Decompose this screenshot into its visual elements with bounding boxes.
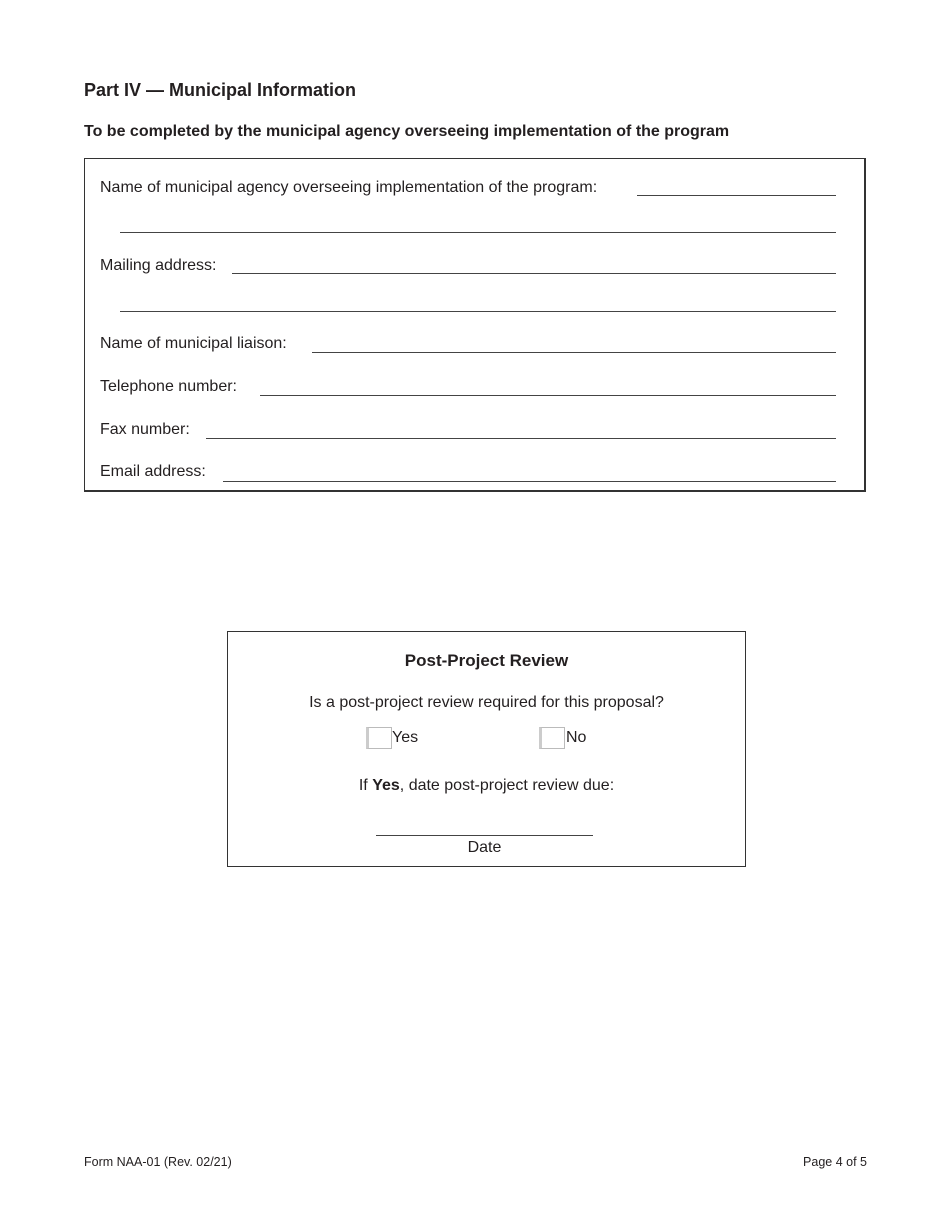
municipal-info-box bbox=[84, 158, 866, 492]
email-field[interactable] bbox=[223, 481, 836, 482]
date-label: Date bbox=[467, 839, 502, 856]
page-number: Page 4 of 5 bbox=[803, 1155, 867, 1169]
review-date-prompt bbox=[227, 777, 746, 795]
yes-label: Yes bbox=[392, 729, 419, 746]
fax-label: Fax number: bbox=[100, 421, 190, 438]
email-label: Email address: bbox=[100, 463, 206, 480]
telephone-label: Telephone number: bbox=[100, 378, 237, 395]
agency-label: Name of municipal agency overseeing implementation of the program: bbox=[100, 179, 598, 196]
review-title: Post-Project Review bbox=[404, 651, 569, 670]
prompt-suffix: , date post-project review due: bbox=[399, 777, 615, 794]
form-number: Form NAA-01 (Rev. 02/21) bbox=[84, 1155, 232, 1169]
review-date-field[interactable] bbox=[376, 835, 593, 836]
mailing-label: Mailing address: bbox=[100, 257, 217, 274]
fax-field[interactable] bbox=[206, 438, 836, 439]
liaison-field[interactable] bbox=[312, 352, 836, 353]
telephone-field[interactable] bbox=[260, 395, 836, 396]
no-label: No bbox=[566, 729, 587, 746]
prompt-prefix: If bbox=[358, 777, 373, 794]
mailing-address-field-continued[interactable] bbox=[120, 311, 836, 312]
section-subtitle: To be completed by the municipal agency overseeing implementation of the program bbox=[84, 123, 730, 140]
page-title: Part IV — Municipal Information bbox=[84, 80, 357, 100]
mailing-address-field[interactable] bbox=[232, 273, 836, 274]
liaison-label: Name of municipal liaison: bbox=[100, 335, 287, 352]
agency-field[interactable] bbox=[637, 195, 836, 196]
no-checkbox[interactable] bbox=[539, 727, 565, 749]
prompt-bold: Yes bbox=[372, 777, 400, 794]
agency-field-continued[interactable] bbox=[120, 232, 836, 233]
yes-checkbox[interactable] bbox=[366, 727, 392, 749]
review-question: Is a post-project review required for this proposal? bbox=[309, 694, 664, 711]
